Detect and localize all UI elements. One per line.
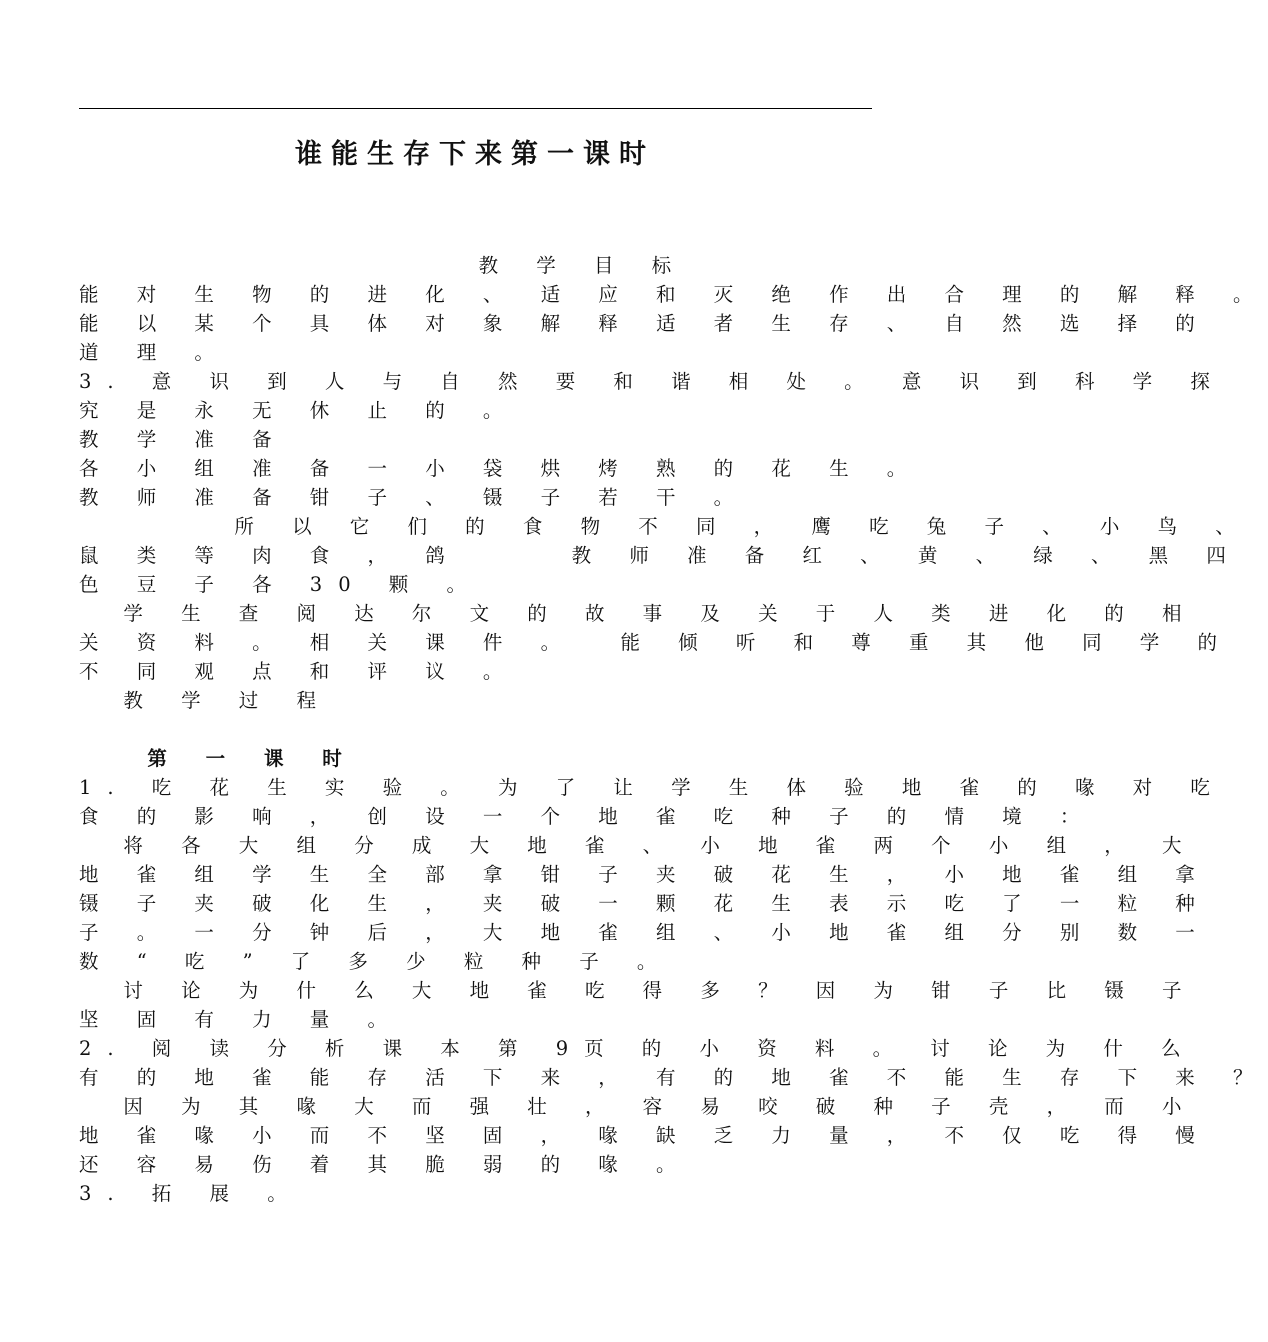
page-title: 谁能生存下来第一课时 xyxy=(295,139,655,170)
body-line: 还 容 易 伤 着 其 脆 弱 的 喙 。 xyxy=(79,1153,692,1176)
body-line: 教 学 目 标 xyxy=(79,254,688,277)
body-line: 将 各 大 组 分 成 大 地 雀 、 小 地 雀 两 个 小 组 ， 大 xyxy=(79,834,1198,857)
section-heading: 第 一 课 时 xyxy=(79,747,358,770)
body-line: 教 学 过 程 xyxy=(79,689,332,712)
body-line: 能 对 生 物 的 进 化 、 适 应 和 灭 绝 作 出 合 理 的 解 释 。 xyxy=(79,283,1268,306)
body-line: 道 理 。 xyxy=(79,341,230,364)
body-line: 色 豆 子 各 30 颗 。 xyxy=(79,573,483,596)
body-line: 食 的 影 响 ， 创 设 一 个 地 雀 吃 种 子 的 情 境 ： xyxy=(79,805,1096,828)
body-line: 有 的 地 雀 能 存 活 下 来 ， 有 的 地 雀 不 能 生 存 下 来 ？ xyxy=(79,1066,1268,1089)
body-line: 能 以 某 个 具 体 对 象 解 释 适 者 生 存 、 自 然 选 择 的 xyxy=(79,312,1211,335)
body-line: 所 以 它 们 的 食 物 不 同 ， 鹰 吃 兔 子 、 小 鸟 、 xyxy=(79,515,1251,538)
body-line: 1. 吃 花 生 实 验 。 为 了 让 学 生 体 验 地 雀 的 喙 对 吃 xyxy=(79,776,1226,799)
body-line: 子 。 一 分 钟 后 ， 大 地 雀 组 、 小 地 雀 组 分 别 数 一 xyxy=(79,921,1211,944)
body-line: 鼠 类 等 肉 食 ， 鸽 教 师 准 备 红 、 黄 、 绿 、 黑 四 xyxy=(79,544,1242,567)
body-line: 地 雀 组 学 生 全 部 拿 钳 子 夹 破 花 生 ， 小 地 雀 组 拿 xyxy=(79,863,1211,886)
body-line: 坚 固 有 力 量 。 xyxy=(79,1008,403,1031)
body-line: 各 小 组 准 备 一 小 袋 烘 烤 熟 的 花 生 。 xyxy=(79,457,923,480)
body-line: 教 师 准 备 钳 子 、 镊 子 若 干 。 xyxy=(79,486,750,509)
body-line: 3. 意 识 到 人 与 自 然 要 和 谐 相 处 。 意 识 到 科 学 探 xyxy=(79,370,1226,393)
body-line: 地 雀 喙 小 而 不 坚 固 ， 喙 缺 乏 力 量 ， 不 仅 吃 得 慢 xyxy=(79,1124,1211,1147)
body-line: 教 学 准 备 xyxy=(79,428,288,451)
body-line: 关 资 料 。 相 关 课 件 。 能 倾 听 和 尊 重 其 他 同 学 的 xyxy=(79,631,1233,654)
header-rule xyxy=(79,108,872,109)
body-line: 讨 论 为 什 么 大 地 雀 吃 得 多 ？ 因 为 钳 子 比 镊 子 xyxy=(79,979,1198,1002)
body-line: 镊 子 夹 破 化 生 ， 夹 破 一 颗 花 生 表 示 吃 了 一 粒 种 xyxy=(79,892,1211,915)
body-line: 因 为 其 喙 大 而 强 壮 ， 容 易 咬 破 种 子 壳 ， 而 小 xyxy=(79,1095,1198,1118)
body-line: 究 是 永 无 休 止 的 。 xyxy=(79,399,519,422)
body-line: 2. 阅 读 分 析 课 本 第 9页 的 小 资 料 。 讨 论 为 什 么 xyxy=(79,1037,1197,1060)
body-line: 不 同 观 点 和 评 议 。 xyxy=(79,660,519,683)
body-line: 数 “ 吃 ” 了 多 少 粒 种 子 。 xyxy=(79,950,673,973)
body-line: 学 生 查 阅 达 尔 文 的 故 事 及 关 于 人 类 进 化 的 相 xyxy=(79,602,1198,625)
body-line: 3. 拓 展 。 xyxy=(79,1182,303,1205)
